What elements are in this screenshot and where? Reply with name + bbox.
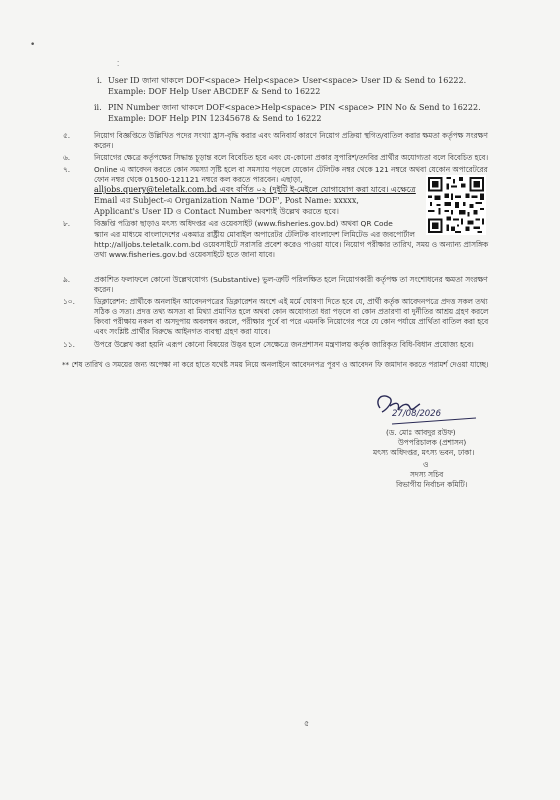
- signatory-conjunction: ও: [423, 460, 429, 469]
- clause-text: সঠিক ও সত্য। প্রদত্ত তথ্য অসত্য বা মিথ্যা প্রমাণিত হলে অথবা কোন অযোগ্যতা ধরা পড়লে বা কোন প্রতারণা বা দুর্নীতির আশ্রয় গ্রহণ করলে: [94, 307, 489, 316]
- deadline-note: ** শেষ তারিখ ও সময়ের জন্য অপেক্ষা না করে হাতে যথেষ্ট সময় নিয়ে অনলাইনে আবেদনপত্র পূরণ ও আবেদন ফি জমাদান করতে পরামর্শ দেওয়া যাচ্ছে।: [62, 360, 489, 369]
- clause-text: ফোন নম্বর থেকে 01500-121121 নম্বরে কল করতে পারবেন। এছাড়া,: [94, 175, 303, 184]
- clause-text: Online এ আবেদন করতে কোন সমস্যা সৃষ্টি হলে বা সমস্যায় পড়লে যেকোন টেলিটক নম্বর থেকে 121 নম্বরে অথবা যেকোন অপারেটরের: [94, 165, 488, 174]
- clause-text: তথ্য www.fisheries.gov.bd ওয়েবসাইটে হতে জানা যাবে।: [94, 250, 275, 259]
- clause-number: ৯.: [63, 275, 71, 284]
- help-item-example: Example: DOF Help PIN 12345678 & Send to 16222: [108, 114, 322, 123]
- signatory-title: উপপরিচালক (প্রশাসন): [398, 438, 467, 447]
- clause-text: করেন।: [94, 141, 114, 150]
- clause-text: http://alljobs.teletalk.com.bd ওয়েবসাইটে সরাসরি প্রবেশ করেও পাওয়া যাবে। নিয়োগ পরীক্ষার তারিখ, সময় ও অন্যান্য প্রাসঙ্গিক: [94, 240, 489, 249]
- clause-text: Email এর Subject-এ Organization Name 'DOF', Post Name: xxxxx,: [94, 196, 359, 205]
- help-item-marker: i.: [97, 76, 103, 85]
- clause-text: ডিক্লারেশন: প্রার্থীকে অনলাইন আবেদনপত্রের ডিক্লারেশন অংশে এই মর্মে ঘোষণা দিতে হবে যে, প্রার্থী কর্তৃক আবেদনপত্রে প্রদত্ত সকল তথ্য: [94, 297, 488, 306]
- email-link[interactable]: alljobs.query@teletalk.com.bd এবং বর্ণিত ০২ (দুইটি ই-মেইলে যোগাযোগ করা যাবে। এক্ষেত্রে: [94, 185, 416, 194]
- clause-text: নিয়োগের ক্ষেত্রে কর্তৃপক্ষের সিদ্ধান্ত চূড়ান্ত বলে বিবেচিত হবে এবং যে-কোনো প্রকার সুপারিশ/তদবির প্রার্থীর অযোগ্যতা বলে বিবেচিত হবে।: [94, 153, 489, 162]
- clause-number: ১১.: [63, 340, 75, 349]
- clause-text: স্ক্যান এর মাধ্যমে বাংলাদেশের একমাত্র রাষ্ট্রীয় মোবাইল অপারেটর টেলিটক বাংলাদেশ লিমিটেড এর জবপোর্টাল: [94, 230, 415, 239]
- signatory-committee: বিভাগীয় নির্বাচন কমিটি।: [396, 480, 468, 489]
- qr-code-icon[interactable]: [426, 175, 486, 235]
- clause-text: কিংবা পরীক্ষায় নকল বা অসদুপায় অবলম্বন করলে, পরীক্ষার পূর্বে বা পরে এমনকি নিয়োগের পরে যে কোন পর্যায়ে প্রার্থিতা বাতিল করা হবে: [94, 317, 489, 326]
- page-number: ৫: [304, 719, 310, 728]
- clause-number: ৭.: [63, 165, 71, 174]
- clause-text: প্রকাশিত ফলাফলে কোনো উল্লেখযোগ্য (Substantive) ভুল-ত্রুটি পরিলক্ষিত হলে নিয়োগকারী কর্তৃপক্ষ তা সংশোধনের ক্ষমতা সংরক্ষণ: [94, 275, 488, 284]
- clause-text: Applicant's User ID ও Contact Number অবশ্যই উল্লেখ করতে হবে।: [94, 207, 339, 216]
- signatory-role: সদস্য সচিব: [410, 470, 444, 479]
- clause-text: এবং সংশ্লিষ্ট প্রার্থীর বিরুদ্ধে আইনগত ব্যবস্থা গ্রহণ করা যাবে।: [94, 327, 271, 336]
- signature-date: 27/08/2026: [392, 409, 441, 419]
- help-item-line: User ID জানা থাকলে DOF<space> Help<space> User<space> User ID & Send to 16222.: [108, 76, 467, 85]
- clause-text: করেন।: [94, 285, 114, 294]
- stray-mark: ⁚: [117, 60, 120, 68]
- clause-number: ১০.: [63, 297, 75, 306]
- clause-text: নিয়োগ বিজ্ঞপ্তিতে উল্লিখিত পদের সংখ্যা হ্রাস-বৃদ্ধি করার এবং অনিবার্য কারণে নিয়োগ প্রক্রিয়া স্থগিত/বাতিল করার ক্ষমতা কর্তৃপক্ষ সংরক্ষণ: [94, 131, 488, 140]
- stray-mark: •: [30, 40, 36, 50]
- clause-number: ৮.: [63, 219, 71, 228]
- clause-number: ৬.: [63, 153, 71, 162]
- clause-number: ৫.: [63, 131, 71, 140]
- signatory-office: মৎস্য অধিদপ্তর, মৎস্য ভবন, ঢাকা।: [373, 448, 475, 457]
- clause-text: উপরে উল্লেখ করা হয়নি এরূপ কোনো বিষয়ের উদ্ভব হলে সেক্ষেত্রে জনপ্রশাসন মন্ত্রণালয় কর্তৃক জারিকৃত বিধি-বিধান প্রযোজ্য হবে।: [94, 340, 474, 349]
- signatory-name: (ড. মোঃ আবদুর রউফ): [386, 428, 456, 437]
- help-item-example: Example: DOF Help User ABCDEF & Send to 16222: [108, 87, 321, 96]
- help-item-marker: ii.: [94, 103, 102, 112]
- clause-text: বিজ্ঞপ্তি পত্রিকা ছাড়াও মৎস্য অধিদপ্তর এর ওয়েবসাইট (www.fisheries.gov.bd) অথবা QR Code: [94, 219, 393, 228]
- help-item-line: PIN Number জানা থাকলে DOF<space>Help<space> PIN <space> PIN No & Send to 16222.: [108, 103, 481, 112]
